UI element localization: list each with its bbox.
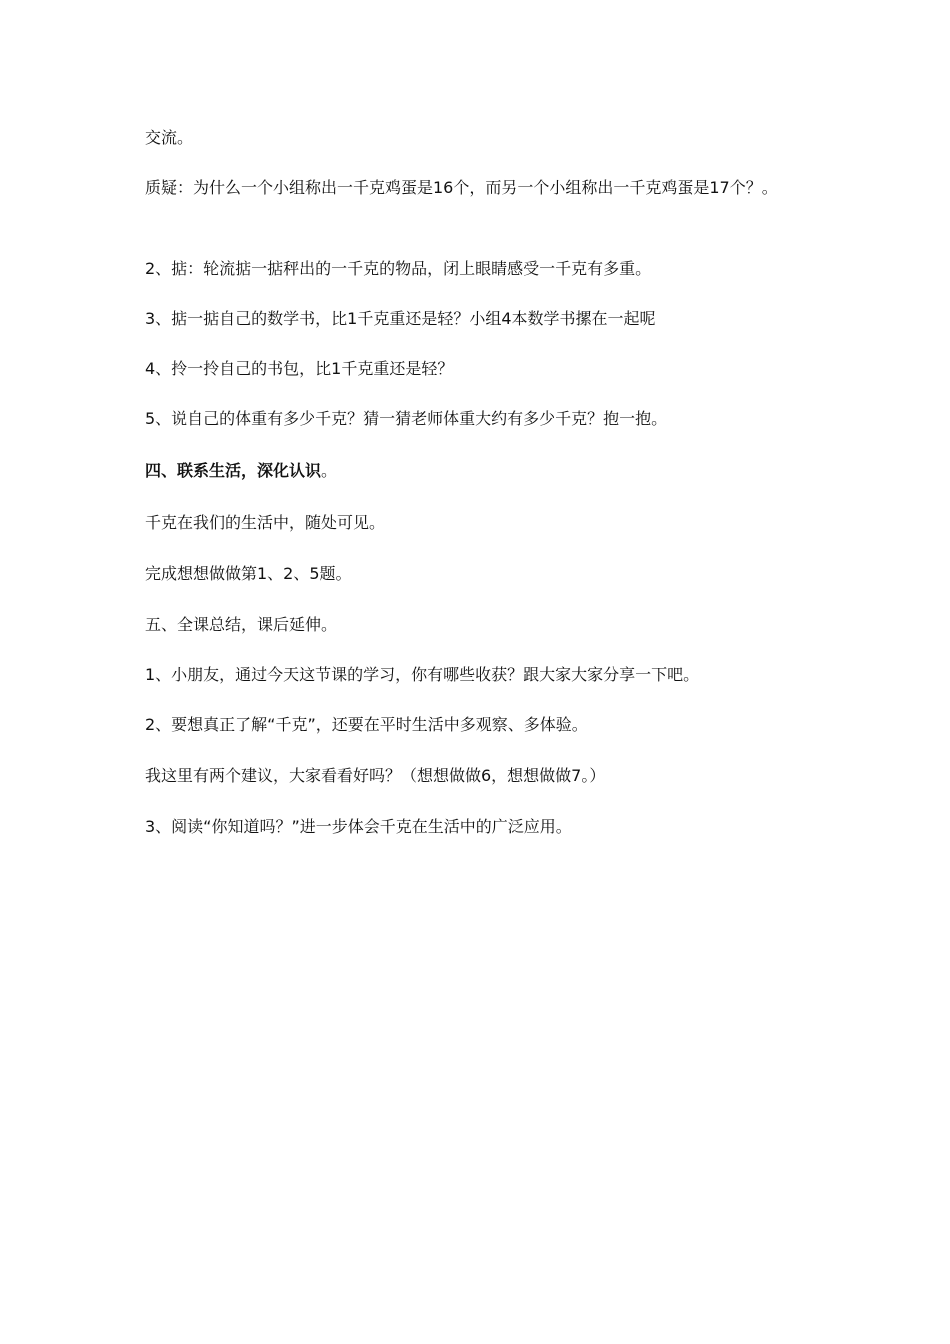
section-heading-4-text: 四、联系生活，深化认识	[145, 461, 322, 480]
paragraph-summary-1: 1、小朋友，通过今天这节课的学习，你有哪些收获？跟大家大家分享一下吧。	[145, 665, 700, 684]
paragraph-exercises: 完成想想做做第1、2、5题。	[145, 564, 352, 583]
paragraph-step-2: 2、掂：轮流掂一掂秤出的一千克的物品，闭上眼睛感受一千克有多重。	[145, 259, 652, 278]
paragraph-step-5: 5、说自己的体重有多少千克？猜一猜老师体重大约有多少千克？抱一抱。	[145, 409, 668, 428]
paragraph-exchange: 交流。	[145, 128, 194, 147]
paragraph-summary-2: 2、要想真正了解“千克”，还要在平时生活中多观察、多体验。	[145, 715, 588, 734]
section-heading-4	[145, 455, 815, 486]
paragraph-step-3: 3、掂一掂自己的数学书，比1千克重还是轻？小组4本数学书摞在一起呢	[145, 309, 656, 328]
section-heading-4-punct: 。	[321, 461, 338, 480]
paragraph-kilogram-everywhere: 千克在我们的生活中，随处可见。	[145, 513, 386, 532]
paragraph-suggestions: 我这里有两个建议，大家看看好吗？（想想做做6，想想做做7。）	[145, 766, 606, 785]
paragraph-step-4: 4、拎一拎自己的书包，比1千克重还是轻？	[145, 359, 454, 378]
paragraph-question: 质疑：为什么一个小组称出一千克鸡蛋是16个，而另一个小组称出一千克鸡蛋是17个？。	[145, 178, 778, 197]
paragraph-summary-3: 3、阅读“你知道吗？”进一步体会千克在生活中的广泛应用。	[145, 817, 572, 836]
section-heading-5: 五、全课总结，课后延伸。	[145, 615, 338, 634]
